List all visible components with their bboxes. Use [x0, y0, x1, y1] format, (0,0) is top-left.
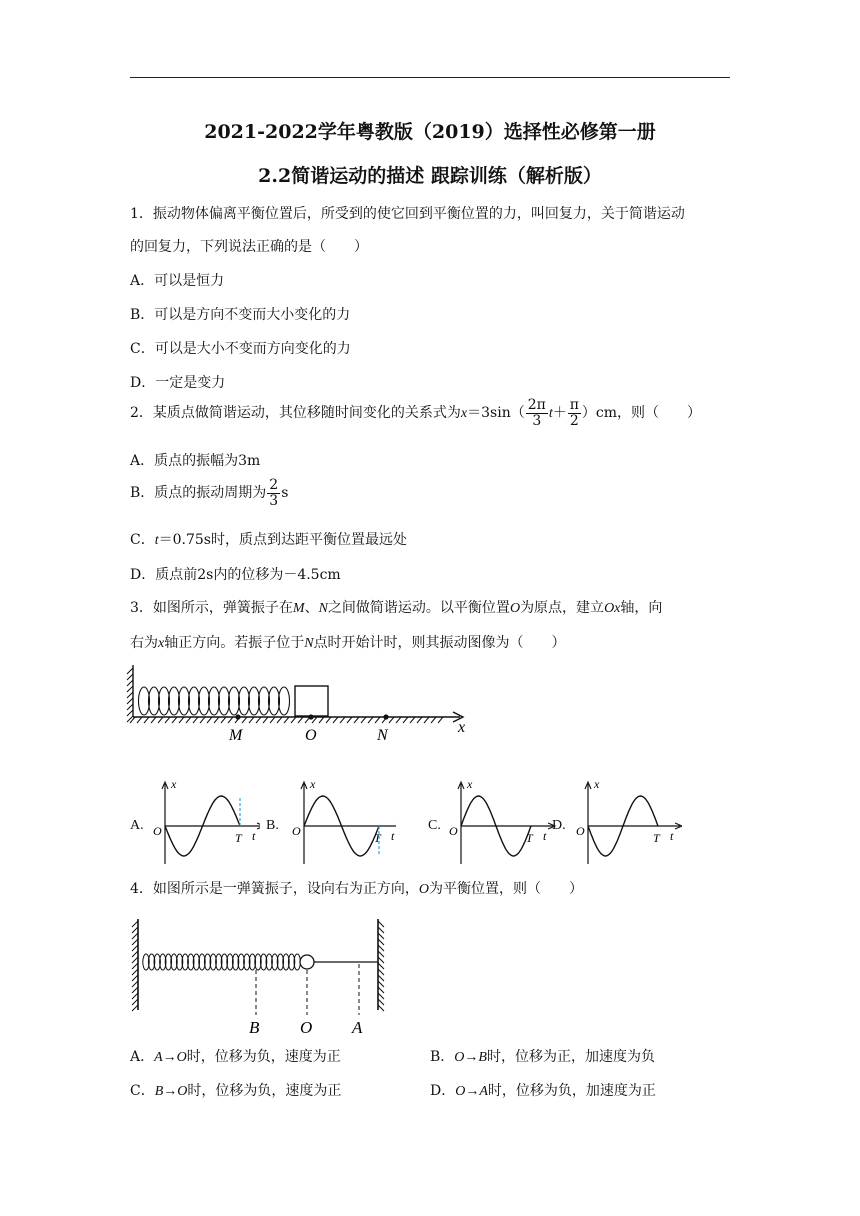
label-o: O [300, 1018, 313, 1037]
label-m: M [229, 727, 243, 744]
hatch-line [378, 951, 384, 957]
hatch-line [319, 717, 324, 723]
spring-coil [139, 687, 150, 715]
q2-option-b[interactable] [130, 478, 288, 508]
hatch-line [438, 717, 443, 723]
q2-fraction-pi-2: $\frac{\pi}{2}$ [569, 397, 579, 429]
axis-label-x: x [171, 777, 177, 791]
hatch-line [200, 717, 205, 723]
period-label: T [526, 831, 533, 845]
hatch-line [256, 717, 261, 723]
spring-coil [149, 687, 160, 715]
hatch-line [378, 963, 384, 969]
q2-eq-tail: ）cm，则（ ） [581, 405, 702, 422]
q4-text: 为平衡位置，则（ ） [429, 881, 584, 897]
q4-option-prefix: C． [130, 1083, 155, 1099]
hatch-line [132, 927, 138, 933]
graph-option-c[interactable] [428, 774, 558, 870]
hatch-line [378, 957, 384, 963]
hatch-line [132, 999, 138, 1005]
q4-option-text: 时，位移为正，加速度为负 [486, 1049, 655, 1065]
hatch-line [347, 717, 352, 723]
q3-text: 为原点，建立 [520, 600, 605, 616]
hatch-line [277, 717, 282, 723]
q3-var-x: x [158, 636, 165, 651]
point-o-dot [308, 714, 313, 719]
hatch-line [179, 717, 184, 723]
hatch-line [431, 717, 436, 723]
q1-stem-line2: 的回复力，下列说法正确的是（ ） [130, 239, 368, 255]
hatch-line [132, 981, 138, 987]
hatch-line [127, 668, 133, 674]
q2-option-b-unit: s [281, 485, 289, 502]
graph-svg [266, 774, 396, 870]
q1-stem-line1: 1．振动物体偏离平衡位置后，所受到的使它回到平衡位置的力，叫回复力，关于简谐运动 [130, 206, 685, 222]
hatch-line [378, 927, 384, 933]
q4-option-path: B→O [154, 1084, 188, 1099]
label-o: O [305, 727, 317, 744]
hatch-line [389, 717, 394, 723]
hatch-line [284, 717, 289, 723]
q4-spring-figure [125, 915, 395, 1037]
hatch-line [151, 717, 156, 723]
graph-option-label: C. [428, 818, 441, 833]
hatch-line [132, 951, 138, 957]
hatch-line [127, 692, 133, 698]
hatch-line [298, 717, 303, 723]
label-a: A [352, 1018, 363, 1037]
hatch-line [127, 710, 133, 716]
q4-option-b[interactable] [430, 1046, 655, 1066]
axis-label-t: t [670, 829, 674, 843]
hatch-line [132, 945, 138, 951]
q2-plus: ＋ [552, 405, 567, 422]
hatch-line [354, 717, 359, 723]
hatch-line [165, 717, 170, 723]
hatch-line [375, 717, 380, 723]
q3-text: 点时开始计时，则其振动图像为（ ） [313, 635, 566, 651]
period-label: T [653, 831, 660, 845]
spring-coil [259, 687, 270, 715]
hatch-line [424, 717, 429, 723]
q1-option-a[interactable]: A．可以是恒力 [130, 273, 225, 289]
hatch-line [263, 717, 268, 723]
point-n-dot [383, 714, 388, 719]
spring-coil [169, 687, 180, 715]
q3-stem-line1 [130, 597, 662, 617]
hatch-line [132, 969, 138, 975]
q2-option-d[interactable]: D．质点前2s内的位移为－4.5cm [130, 567, 341, 583]
graph-option-label: D. [552, 818, 566, 833]
hatch-line [132, 987, 138, 993]
axis-label-t: t [252, 829, 256, 843]
hatch-line [378, 993, 384, 999]
hatch-line [127, 686, 133, 692]
axis-label-x: x [467, 777, 473, 791]
axis-label-t: t [543, 829, 547, 843]
q2-option-b-fraction: $\frac{2}{3}$ [269, 477, 279, 509]
hatch-line [410, 717, 415, 723]
graph-svg [428, 774, 558, 870]
spring-coil [199, 687, 210, 715]
q2-fraction-2pi-3: $\frac{2\pi}{3}$ [527, 397, 546, 429]
hatch-line [249, 717, 254, 723]
hatch-line [378, 981, 384, 987]
hatch-line [127, 680, 133, 686]
q4-option-text: 时，位移为负，速度为正 [186, 1049, 341, 1065]
q4-option-text: 时，位移为负，速度为正 [187, 1083, 342, 1099]
axis-label-x: x [594, 777, 600, 791]
hatch-line [378, 1005, 384, 1011]
q3-var-m: M [292, 601, 305, 616]
q4-text: 4．如图所示是一弹簧振子，设向右为正方向， [130, 881, 419, 897]
q2-stem-prefix: 2．某质点做简谐运动，其位移随时间变化的关系式为 [130, 405, 461, 422]
q4-option-prefix: B． [430, 1049, 455, 1065]
q2-t-var: t [548, 406, 553, 422]
origin-label: O [292, 824, 301, 838]
q1-option-d[interactable]: D．一定是变力 [130, 375, 226, 391]
document-title: 2021-2022学年粤教版（2019）选择性必修第一册 [204, 121, 656, 143]
q2-option-c-rest: ＝0.75s时，质点到达距平衡位置最远处 [158, 532, 407, 548]
hatch-line [403, 717, 408, 723]
graph-option-label: A. [130, 818, 144, 833]
hatch-line [333, 717, 338, 723]
hatch-line [186, 717, 191, 723]
hatch-line [132, 975, 138, 981]
q4-option-path: O→B [454, 1050, 487, 1065]
q4-option-path: A→O [154, 1050, 187, 1065]
hatch-line [396, 717, 401, 723]
origin-label: O [576, 824, 585, 838]
origin-label: O [153, 824, 162, 838]
q4-option-c[interactable] [130, 1080, 341, 1100]
spring-coil [269, 687, 280, 715]
spring-coil [179, 687, 190, 715]
spring-coil [189, 687, 200, 715]
hatch-line [132, 933, 138, 939]
hatch-line [340, 717, 345, 723]
hatch-line [361, 717, 366, 723]
q3-text: 、 [304, 600, 319, 616]
hatch-line [228, 717, 233, 723]
hatch-line [132, 921, 138, 927]
hatch-line [193, 717, 198, 723]
q1-option-b[interactable]: B．可以是方向不变而大小变化的力 [130, 307, 351, 323]
q2-eq-head: ＝3sin（ [467, 405, 525, 422]
q4-option-d[interactable] [430, 1080, 656, 1100]
hatch-line [127, 704, 133, 710]
q4-option-path: O→A [455, 1084, 488, 1099]
graph-svg [130, 774, 260, 870]
hatch-line [378, 975, 384, 981]
hatch-line [127, 698, 133, 704]
spring-coil [239, 687, 250, 715]
spring-coil [229, 687, 240, 715]
hatch-line [242, 717, 247, 723]
spring-coil [249, 687, 260, 715]
q2-option-a[interactable]: A．质点的振幅为3m [130, 453, 261, 469]
q4-var-o: O [418, 882, 430, 897]
point-m-dot [235, 714, 240, 719]
q3-var-ox: Ox [604, 601, 621, 616]
q4-option-text: 时，位移为负，加速度为正 [487, 1083, 656, 1099]
hatch-line [158, 717, 163, 723]
hatch-line [221, 717, 226, 723]
origin-label: O [449, 824, 458, 838]
hatch-line [291, 717, 296, 723]
q3-text: 轴，向 [620, 600, 663, 616]
q2-stem [130, 398, 701, 428]
q3-var-n: N [304, 636, 314, 651]
block-mass [295, 686, 328, 716]
q4-stem [130, 878, 583, 898]
hatch-line [144, 717, 149, 723]
hatch-line [207, 717, 212, 723]
q2-x-var: x [460, 406, 468, 422]
q4-option-prefix: A． [130, 1049, 155, 1065]
spring-coil [209, 687, 220, 715]
hatch-line [127, 674, 133, 680]
hatch-line [378, 933, 384, 939]
q3-spring-figure [125, 660, 485, 745]
label-n: N [377, 727, 388, 744]
hatch-line [132, 963, 138, 969]
q2-option-c-prefix: C． [130, 532, 155, 548]
spring-coil [159, 687, 170, 715]
hatch-line [378, 939, 384, 945]
graph-option-label: B. [266, 818, 279, 833]
axis-label-x: x [310, 777, 316, 791]
hatch-line [378, 969, 384, 975]
hatch-line [214, 717, 219, 723]
hatch-line [132, 957, 138, 963]
hatch-line [132, 1005, 138, 1011]
q3-text: 轴正方向。若振子位于 [164, 635, 305, 651]
hatch-line [378, 999, 384, 1005]
q3-text: 之间做简谐运动。以平衡位置 [327, 600, 510, 616]
hatch-line [132, 993, 138, 999]
hatch-line [270, 717, 275, 723]
label-b: B [249, 1018, 260, 1037]
q1-option-c[interactable]: C．可以是大小不变而方向变化的力 [130, 341, 351, 357]
q3-text: 右为 [130, 635, 158, 651]
hatch-line [417, 717, 422, 723]
q4-option-prefix: D． [430, 1083, 456, 1099]
period-label: T [235, 831, 242, 845]
label-x-axis: x [458, 719, 466, 736]
header-rule [130, 77, 730, 78]
hatch-line [132, 939, 138, 945]
hatch-line [172, 717, 177, 723]
graph-option-d[interactable] [552, 774, 682, 870]
hatch-line [368, 717, 373, 723]
spring-coil [219, 687, 230, 715]
spring-coil [279, 687, 290, 715]
q2-option-c[interactable] [130, 529, 407, 549]
hatch-line [326, 717, 331, 723]
hatch-line [137, 717, 142, 723]
q3-var-n: N [318, 601, 328, 616]
q3-text: 3．如图所示，弹簧振子在 [130, 600, 293, 616]
graph-option-a[interactable] [130, 774, 260, 870]
document-subtitle: 2.2简谐运动的描述 跟踪训练（解析版） [258, 165, 602, 187]
q2-option-b-text: B．质点的振动周期为 [130, 485, 267, 502]
ball-mass [300, 955, 314, 969]
period-label: T [374, 831, 381, 845]
hatch-line [378, 945, 384, 951]
q4-option-a[interactable] [130, 1046, 341, 1066]
axis-label-t: t [391, 829, 395, 843]
graph-option-b[interactable] [266, 774, 396, 870]
q3-var-o: O [509, 601, 521, 616]
hatch-line [378, 987, 384, 993]
hatch-line [378, 921, 384, 927]
graph-svg [552, 774, 682, 870]
q2-option-c-t: t [154, 533, 159, 548]
q3-stem-line2 [130, 632, 566, 652]
